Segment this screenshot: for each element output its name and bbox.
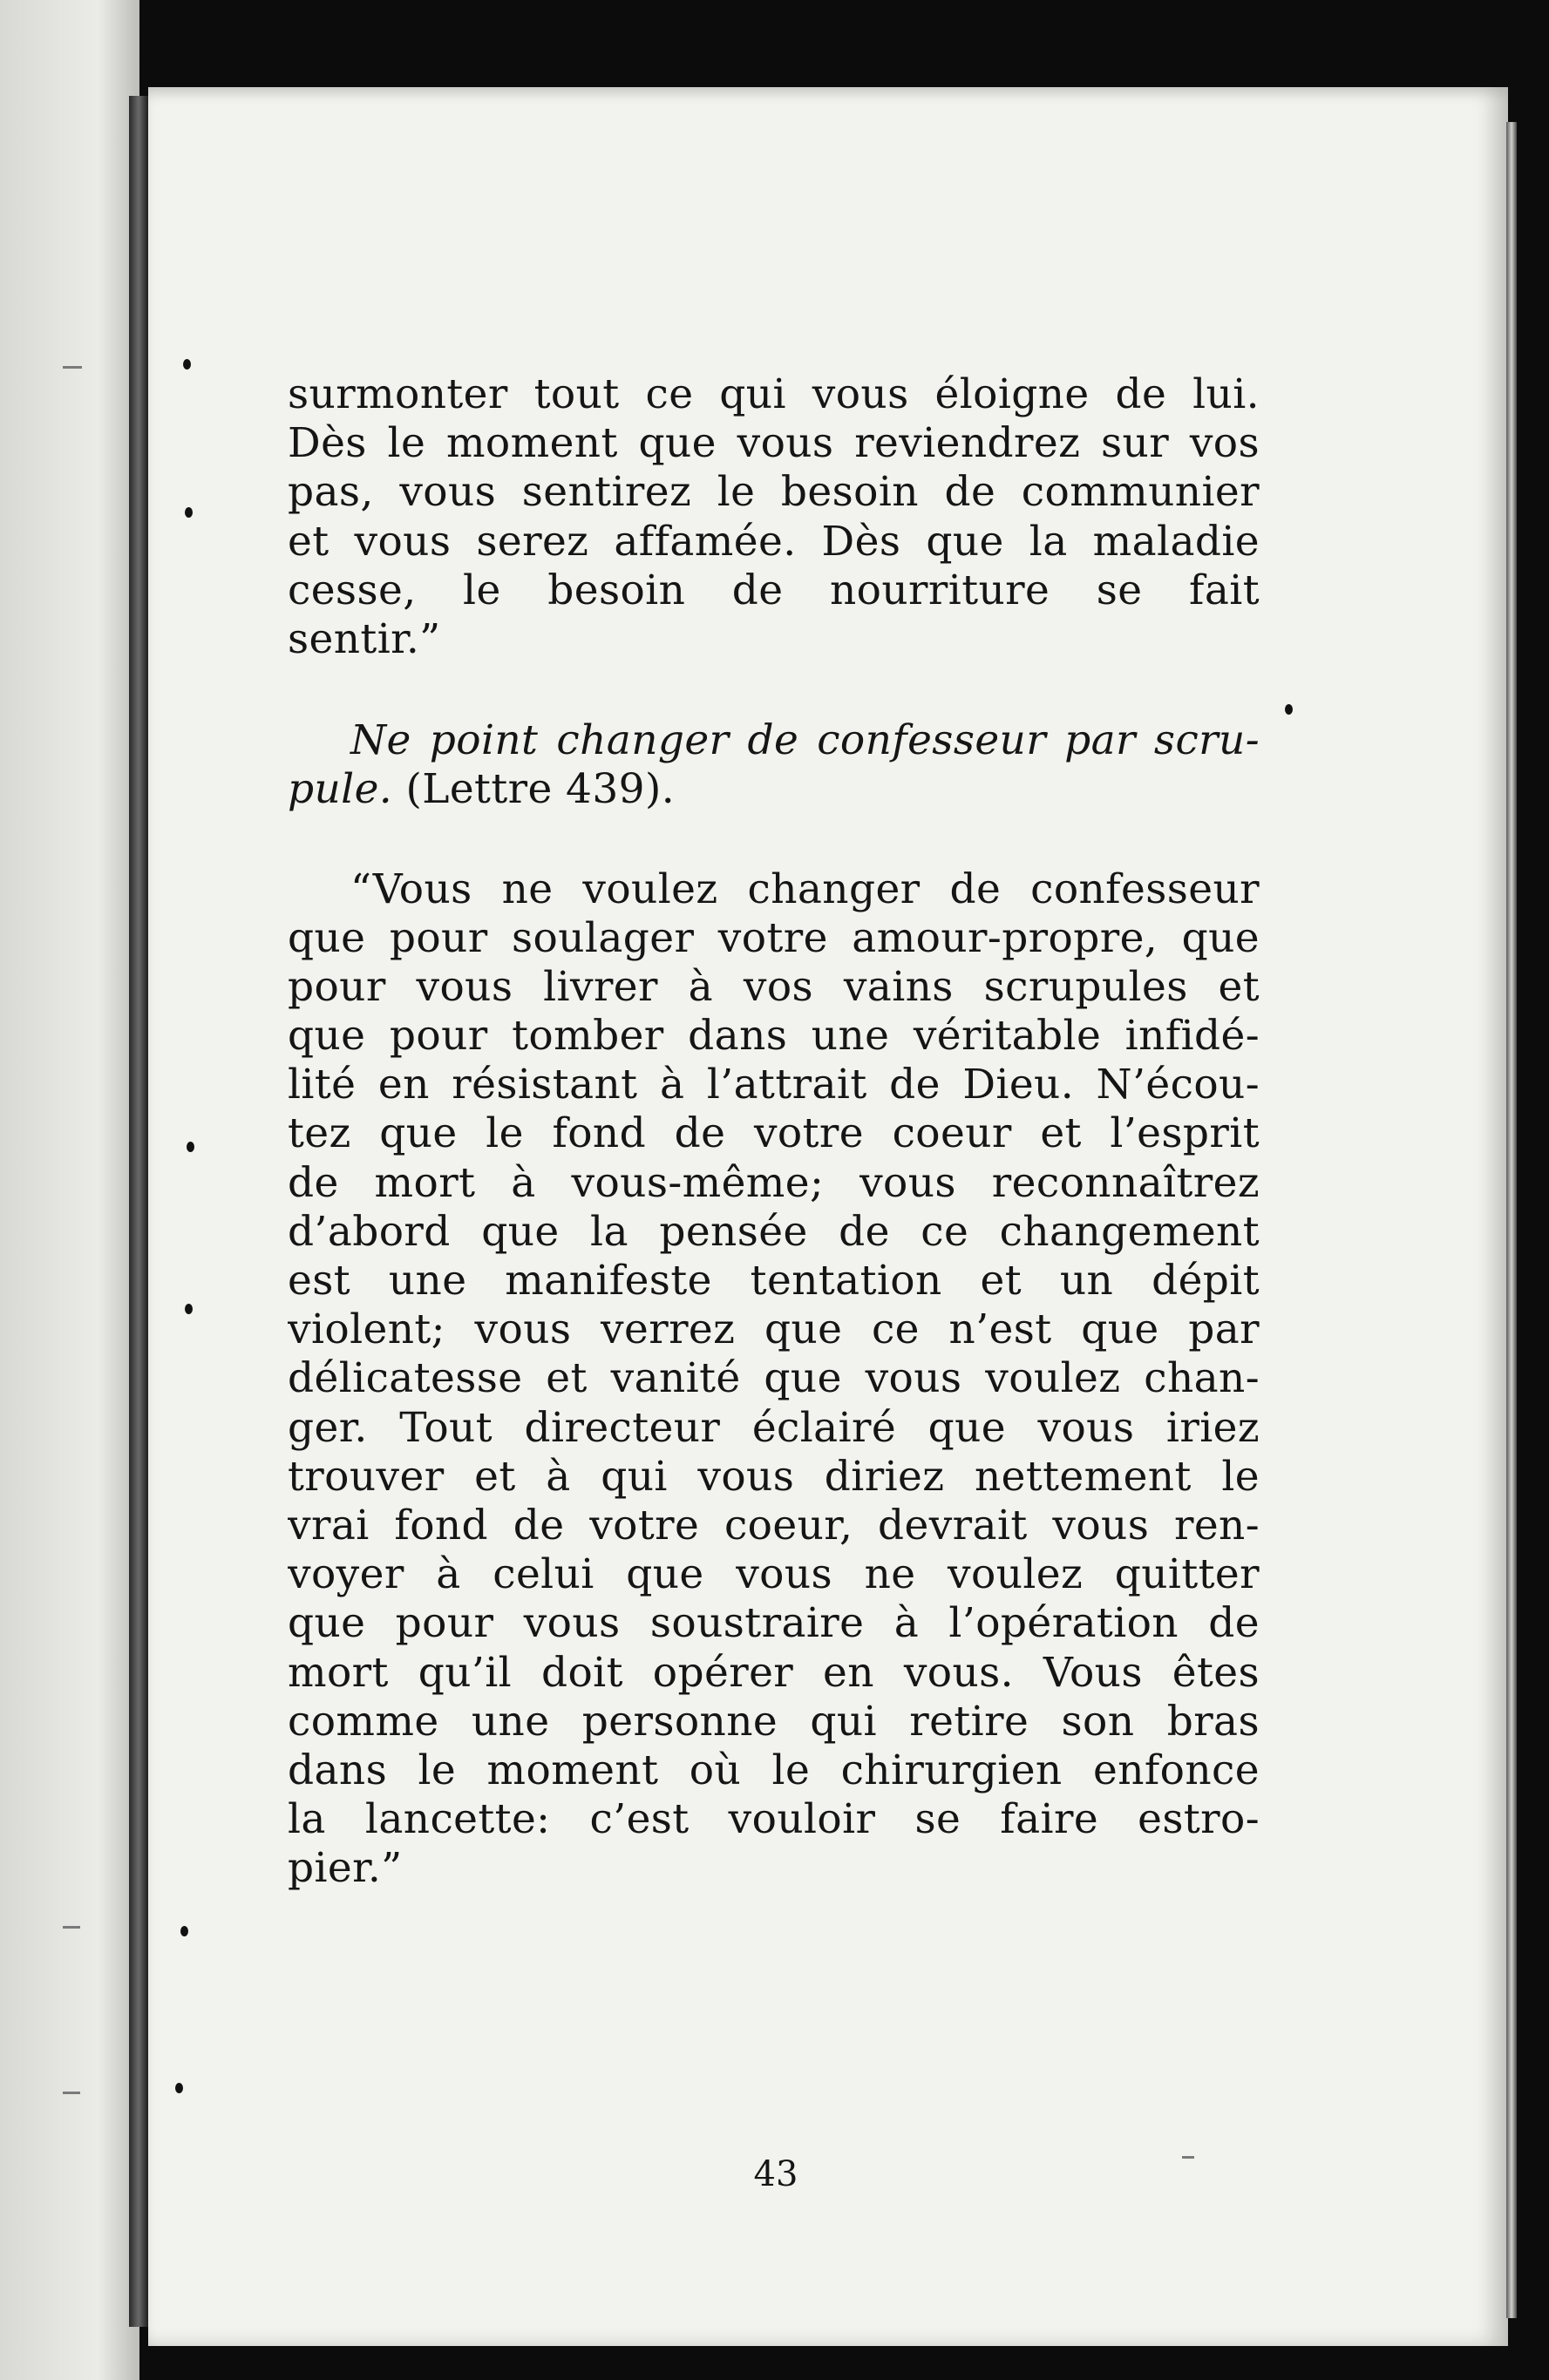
text-line: ger. Tout directeur éclairé que vous iriez: [288, 1403, 1260, 1452]
page-right-edge: [1506, 122, 1517, 2318]
text-line: Dès le moment que vous reviendrez sur vos: [288, 419, 1260, 468]
speck: [183, 359, 191, 370]
text-line: dans le moment où le chirurgien enfonce: [288, 1746, 1260, 1794]
text-line: que pour tomber dans une véritable infidé-: [288, 1012, 1260, 1061]
text-line: pier.”: [288, 1844, 403, 1893]
text-line: violent; vous verrez que ce n’est que par: [288, 1305, 1260, 1354]
text-line: et vous serez affamée. Dès que la maladie: [288, 517, 1260, 566]
text-line: comme une personne qui retire son bras: [288, 1697, 1260, 1746]
letter-reference: (Lettre 439).: [405, 765, 676, 814]
text-line: que pour soulager votre amour-propre, que: [288, 913, 1260, 962]
text-line: pas, vous sentirez le besoin de communier: [288, 468, 1260, 517]
margin-mark: [63, 2092, 80, 2094]
text-line: d’abord que la pensée de ce changement: [288, 1207, 1260, 1256]
text-line: pour vous livrer à vos vains scrupules et: [288, 962, 1260, 1011]
page-text: [288, 370, 1260, 1893]
page-number: 43: [753, 2154, 798, 2194]
margin-mark: [63, 1926, 80, 1929]
text-line: voyer à celui que vous ne voulez quitter: [288, 1550, 1260, 1599]
margin-mark: [1182, 2156, 1194, 2159]
speck: [1285, 704, 1293, 715]
section-heading-continued: [288, 765, 1260, 814]
book-spine: [129, 96, 148, 2327]
speck: [185, 1304, 193, 1314]
text-line: est une manifeste tentation et un dépit: [288, 1257, 1260, 1305]
facing-page-edge: [0, 0, 139, 2380]
text-line: de mort à vous-même; vous reconnaîtrez: [288, 1158, 1260, 1207]
text-line: surmonter tout ce qui vous éloigne de lui.: [288, 370, 1260, 418]
text-line: vrai fond de votre coeur, devrait vous ren-: [288, 1501, 1260, 1549]
section-heading: Ne point changer de confesseur par scru-: [350, 716, 1260, 765]
text-line: la lancette: c’est vouloir se faire estro-: [288, 1795, 1260, 1844]
text-line: sentir.”: [288, 614, 441, 663]
section-heading-end: pule.: [288, 765, 393, 814]
speck: [187, 1142, 194, 1152]
text-line: mort qu’il doit opérer en vous. Vous êtes: [288, 1648, 1260, 1697]
text-line: délicatesse et vanité que vous voulez chan-: [288, 1354, 1260, 1403]
speck: [175, 2083, 183, 2093]
speck: [185, 507, 193, 518]
margin-mark: [63, 366, 82, 369]
text-line: tez que le fond de votre coeur et l’esprit: [288, 1109, 1260, 1158]
text-line: lité en résistant à l’attrait de Dieu. N’écou-: [288, 1061, 1260, 1109]
text-line: que pour vous soustraire à l’opération de: [288, 1599, 1260, 1648]
text-line: “Vous ne voulez changer de confesseur: [350, 865, 1260, 913]
text-line: cesse, le besoin de nourriture se fait: [288, 566, 1260, 614]
speck: [180, 1926, 188, 1936]
paragraph-gap: [288, 815, 1260, 865]
text-line: trouver et à qui vous diriez nettement le: [288, 1452, 1260, 1501]
paragraph-gap: [288, 664, 1260, 716]
